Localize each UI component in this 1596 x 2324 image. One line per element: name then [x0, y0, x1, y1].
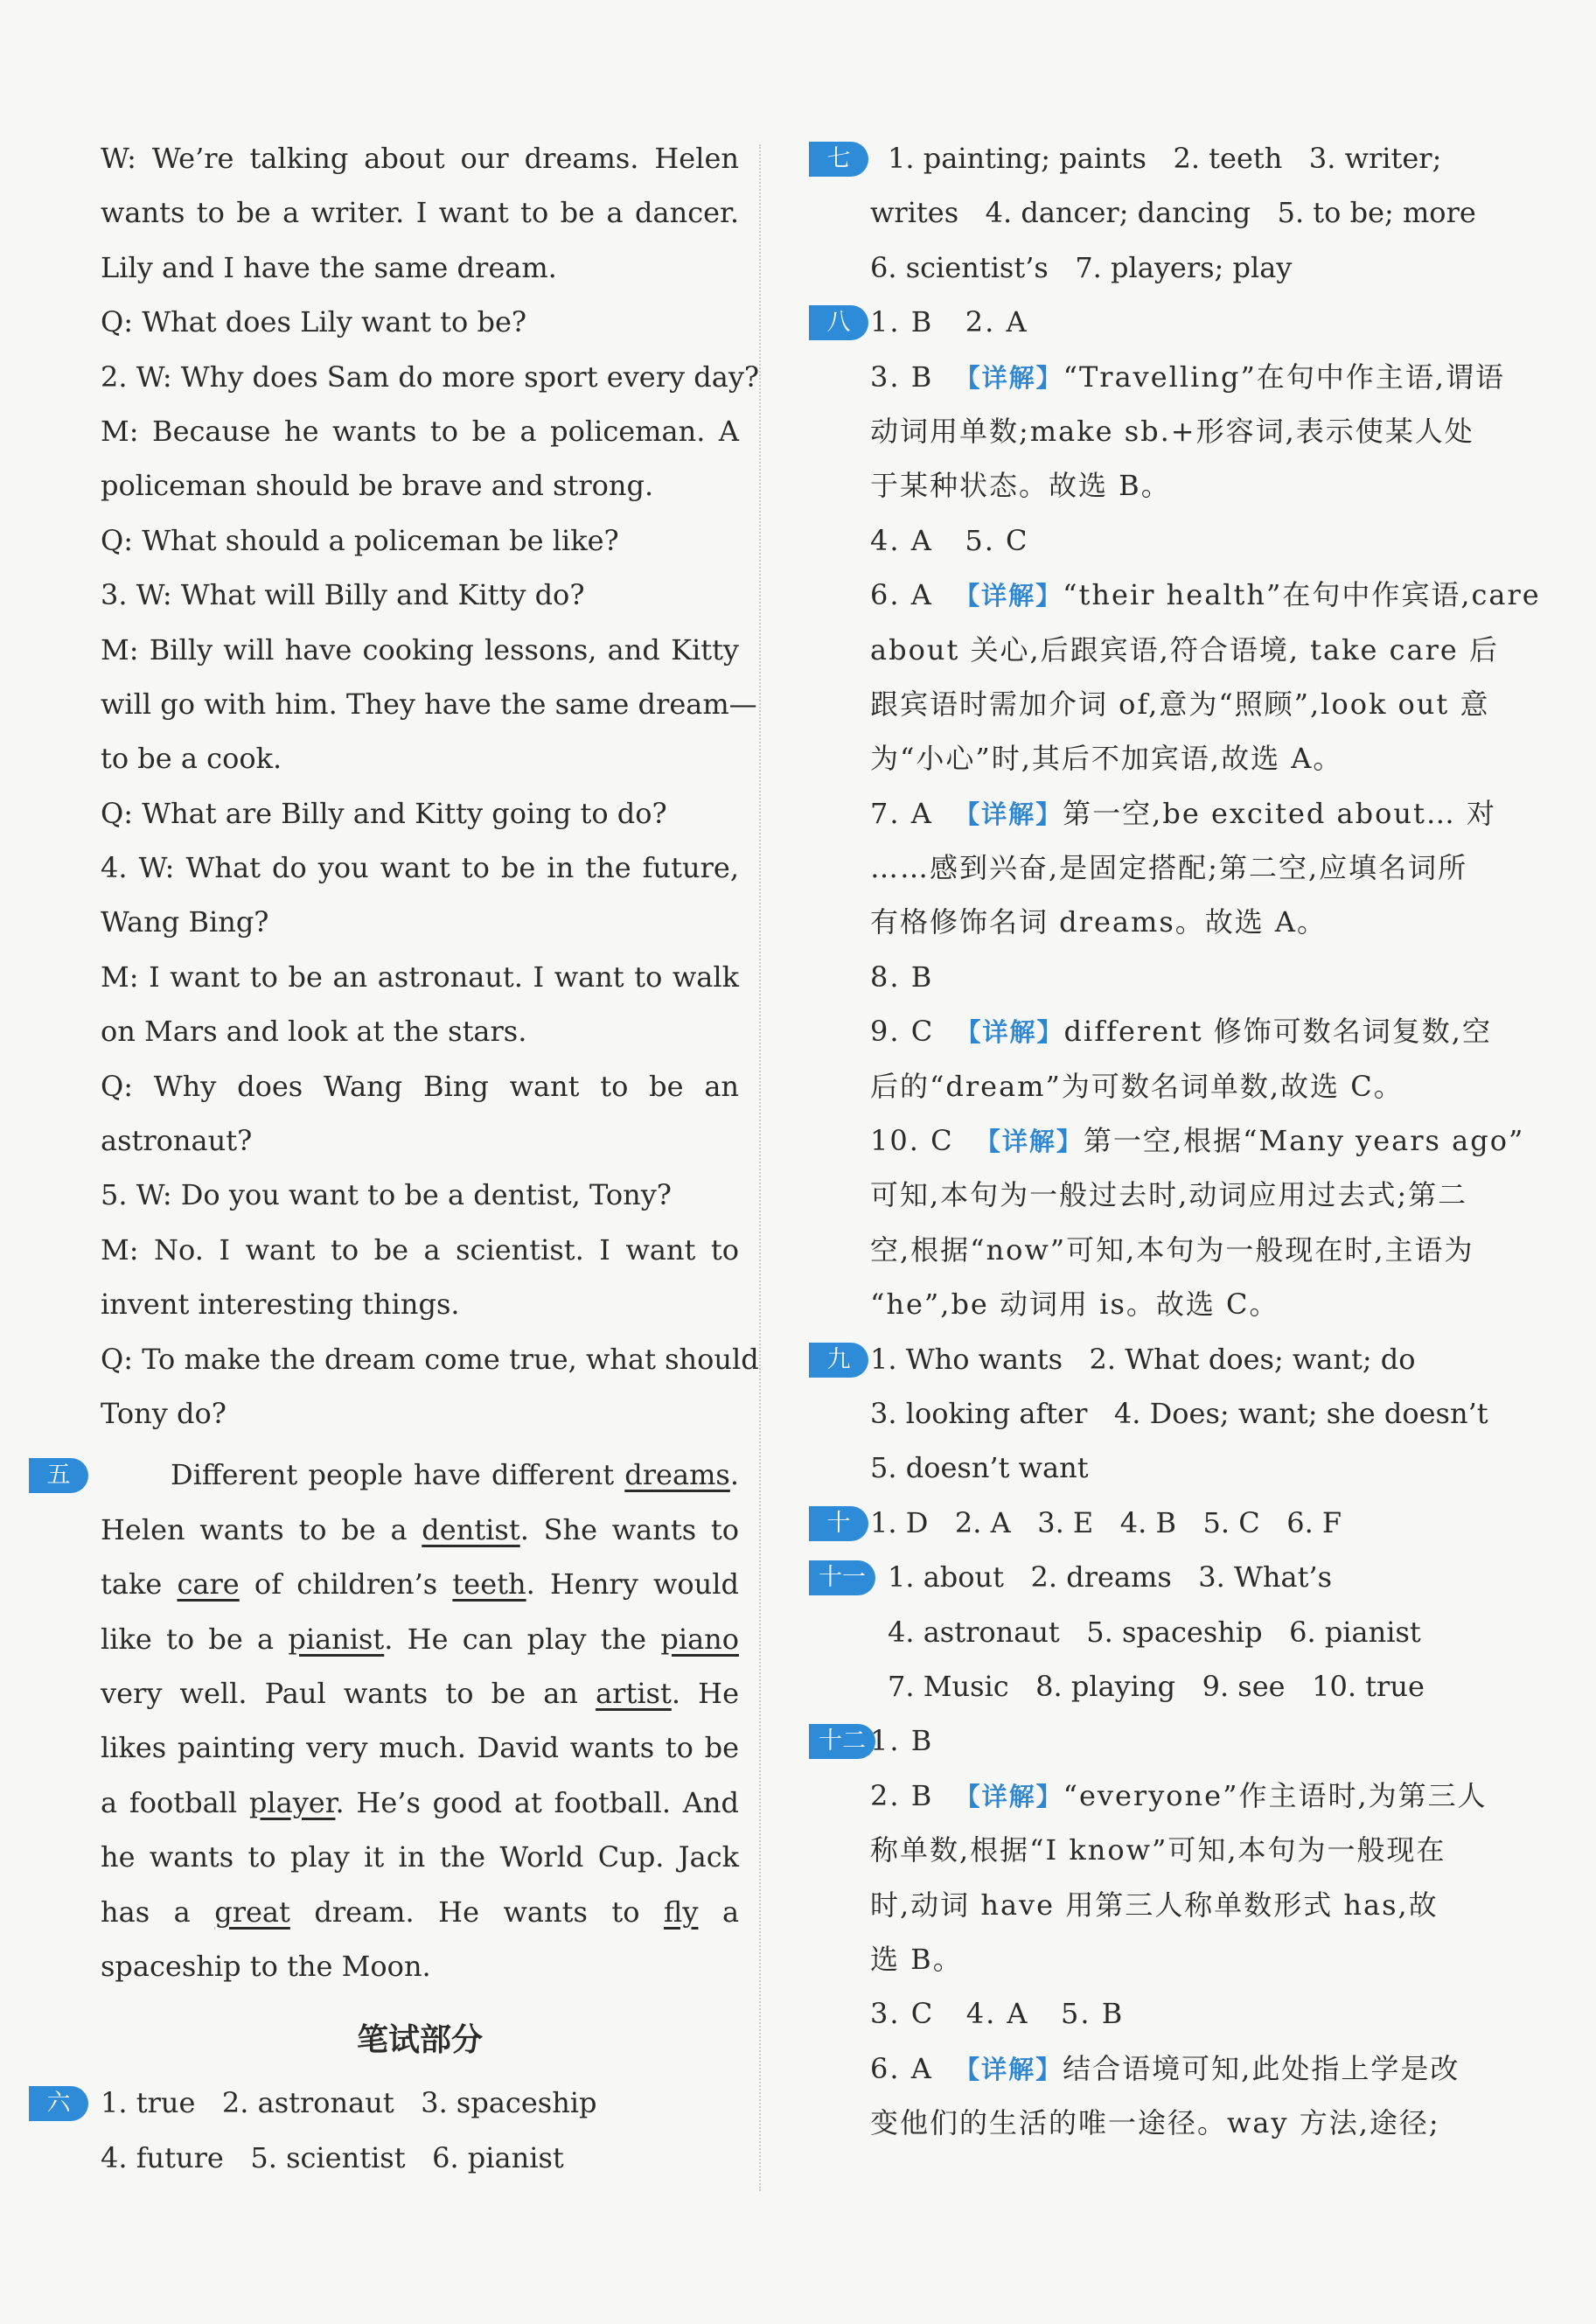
section-badge: 六 — [29, 2086, 88, 2121]
answer-line — [870, 404, 1504, 458]
cloze-answer: dreams — [624, 1458, 730, 1492]
answer-text: 6. A — [870, 2051, 955, 2085]
answer-text: 8. B — [870, 960, 934, 994]
explanation-tag: 【详解】 — [954, 799, 1063, 829]
answer-text: 空,根据“now”可知,本句为一般现在时,主语为 — [870, 1232, 1474, 1267]
script-line: Tony do? — [101, 1396, 227, 1430]
cloze-text: of children’s — [239, 1567, 453, 1602]
script-line: invent interesting things. — [101, 1288, 460, 1322]
section-badge: 七 — [809, 142, 868, 177]
answer-line: 7. Music 8. playing 9. see 10. true — [888, 1669, 1425, 1703]
explanation-tag: 【详解】 — [955, 1017, 1064, 1048]
script-line: 4. W: What do you want to be in the future, — [101, 851, 739, 885]
answer-text: 1. B — [870, 1724, 934, 1758]
section-badge: 八 — [809, 305, 868, 340]
answer-text: 3. B — [870, 359, 955, 394]
answer-line — [870, 1004, 1504, 1058]
explanation-tag: 【详解】 — [974, 1127, 1084, 1157]
section-12 — [819, 1713, 1504, 2150]
explanation-tag: 【详解】 — [954, 1781, 1063, 1811]
cloze-answer: player — [248, 1785, 336, 1819]
answer-line — [870, 1986, 1504, 2041]
answer-line — [870, 1277, 1504, 1331]
cloze-text: a spaceship to the Moon. — [101, 1895, 740, 1984]
script-line: on Mars and look at the stars. — [101, 1015, 527, 1049]
section-9 — [826, 1332, 1504, 1496]
section-6 — [46, 2076, 739, 2185]
explanation-text: 第一空,根据“Many years ago” — [1083, 1124, 1525, 1158]
listening-script — [101, 131, 760, 1441]
script-line: M: Because he wants to be a policeman. A — [101, 414, 739, 448]
cloze-text: very well. Paul wants to be an — [101, 1677, 596, 1710]
cloze-text: . He likes painting very much. David wants to be a football — [101, 1677, 740, 1819]
cloze-text: . Helen wants to be a — [101, 1458, 739, 1546]
cloze-answer: dentist — [422, 1512, 520, 1546]
cloze-answer: care — [177, 1567, 240, 1602]
script-line: 5. W: Do you want to be a dentist, Tony? — [101, 1178, 672, 1212]
answer-line — [870, 350, 1504, 404]
cloze-text: dream. He wants to — [289, 1895, 665, 1929]
right-column — [819, 131, 1541, 2150]
answer-text: 称单数,根据“I know”可知,本句为一般现在 — [870, 1833, 1446, 1867]
answer-text: about 关心,后跟宾语,符合语境, take care 后 — [870, 632, 1500, 666]
answer-line: 1. true 2. astronaut 3. spaceship — [101, 2086, 597, 2120]
answer-text: 2. B — [870, 1778, 955, 1812]
answer-text: 有格修饰名词 dreams。故选 A。 — [870, 905, 1328, 939]
script-line: W: We’re talking about our dreams. Helen — [101, 142, 739, 175]
script-line: M: Billy will have cooking lessons, and Kitty — [101, 632, 739, 666]
script-line: Wang Bing? — [101, 905, 269, 939]
answer-line — [870, 895, 1504, 949]
answer-line — [870, 786, 1504, 841]
answer-line — [870, 2041, 1504, 2096]
answer-text: 7. A — [870, 796, 955, 830]
answer-line — [870, 731, 1504, 785]
answer-line — [870, 1823, 1504, 1877]
answer-text: 6. A — [870, 578, 955, 612]
answer-text: “he”,be 动词用 is。故选 C。 — [870, 1288, 1279, 1322]
explanation-text: 结合语境可知,此处指上学是改 — [1063, 2051, 1460, 2085]
script-line: M: No. I want to be a scientist. I want to — [101, 1232, 739, 1267]
cloze-answer: great — [214, 1895, 290, 1929]
answer-text: 选 B。 — [870, 1942, 963, 1976]
explanation-text: “Travelling”在句中作主语,谓语 — [1063, 359, 1506, 394]
script-line: to be a cook. — [101, 742, 282, 776]
answer-line — [870, 1223, 1504, 1277]
answer-line — [870, 677, 1504, 731]
answer-line — [870, 841, 1504, 895]
answer-text: 动词用单数;make sb.+形容词,表示使某人处 — [870, 414, 1474, 448]
answer-line — [870, 2096, 1504, 2150]
answer-text: 于某种状态。故选 B。 — [870, 469, 1171, 503]
section-7 — [826, 131, 1504, 295]
script-line: wants to be a writer. I want to be a dancer. — [101, 196, 739, 230]
section-10 — [826, 1496, 1504, 1550]
answer-line: 3. looking after 4. Does; want; she doesn’t — [870, 1396, 1488, 1430]
script-line: Q: What are Billy and Kitty going to do? — [101, 796, 667, 830]
section-badge: 十 — [809, 1506, 868, 1541]
answer-line: 1. painting; paints 2. teeth 3. writer; — [888, 142, 1442, 175]
cloze-answer: fly — [664, 1895, 699, 1929]
answer-text: 3. C 4. A 5. B — [870, 1997, 1125, 2031]
answer-line — [870, 1059, 1504, 1113]
answer-line: 1. Who wants 2. What does; want; do — [870, 1342, 1416, 1376]
answer-line: 4. astronaut 5. spaceship 6. pianist — [888, 1615, 1421, 1649]
answer-line: 4. future 5. scientist 6. pianist — [101, 2140, 564, 2174]
answer-text: 1. B 2. A — [870, 305, 1028, 339]
explanation-text: “everyone”作主语时,为第三人 — [1063, 1778, 1488, 1812]
answer-line — [870, 1878, 1504, 1932]
answer-line — [870, 623, 1504, 677]
section-badge: 十二 — [809, 1724, 875, 1759]
explanation-text: 第一空,be excited about… 对 — [1063, 796, 1497, 830]
answer-line — [870, 950, 1504, 1004]
script-line: 3. W: What will Billy and Kitty do? — [101, 578, 585, 612]
answer-text: 9. C — [870, 1015, 956, 1049]
script-line: Q: What should a policeman be like? — [101, 523, 619, 557]
section-11 — [819, 1550, 1504, 1713]
cloze-paragraph — [101, 1448, 739, 1993]
script-line: will go with him. They have the same dream— — [101, 687, 757, 721]
script-line: Q: Why does Wang Bing want to be an — [101, 1069, 739, 1103]
explanation-tag: 【详解】 — [954, 581, 1063, 611]
answer-line: 1. D 2. A 3. E 4. B 5. C 6. F — [870, 1505, 1342, 1539]
answer-line — [870, 568, 1541, 622]
section-badge: 五 — [29, 1458, 88, 1493]
cloze-answer: teeth — [452, 1567, 526, 1602]
cloze-answer: piano — [660, 1622, 740, 1656]
explanation-text: different 修饰可数名词复数,空 — [1063, 1015, 1492, 1049]
answer-line — [870, 1713, 1504, 1768]
cloze-answer: artist — [596, 1677, 672, 1710]
answer-text: 可知,本句为一般过去时,动词应用过去式;第二 — [870, 1178, 1468, 1212]
left-column — [46, 131, 760, 2185]
script-line: Q: To make the dream come true, what should — [101, 1342, 759, 1376]
script-line: M: I want to be an astronaut. I want to walk — [101, 960, 739, 994]
answer-text: 后的“dream”为可数名词单数,故选 C。 — [870, 1069, 1404, 1103]
column-divider — [759, 144, 761, 2191]
answer-line — [870, 1769, 1504, 1823]
answer-text: 跟宾语时需加介词 of,意为“照顾”,look out 意 — [870, 687, 1490, 721]
answer-line: writes 4. dancer; dancing 5. to be; more — [870, 196, 1476, 230]
answer-line: 6. scientist’s 7. players; play — [870, 250, 1293, 284]
section-5 — [46, 1448, 740, 1993]
cloze-text: Different people have different — [171, 1458, 625, 1492]
script-line: astronaut? — [101, 1124, 253, 1158]
answer-text: ……感到兴奋,是固定搭配;第二空,应填名词所 — [870, 851, 1468, 885]
script-line: Lily and I have the same dream. — [101, 250, 557, 284]
cloze-text: . Henry would like to be a — [101, 1567, 740, 1656]
cloze-text: . She wants to take — [101, 1512, 740, 1602]
cloze-text: . He’s good at football. And he wants to play it in the World Cup. Jack has a — [101, 1785, 740, 1929]
explanation-tag: 【详解】 — [954, 362, 1063, 393]
explanation-tag: 【详解】 — [954, 2054, 1063, 2084]
answer-text: 时,动词 have 用第三人称单数形式 has,故 — [870, 1888, 1439, 1922]
answer-line: 1. about 2. dreams 3. What’s — [888, 1560, 1333, 1595]
answer-line — [870, 1168, 1504, 1222]
answer-text: 4. A 5. C — [870, 523, 1029, 557]
script-line: 2. W: Why does Sam do more sport every day? — [101, 359, 760, 394]
answer-line — [870, 295, 1504, 349]
answer-text: 变他们的生活的唯一途径。way 方法,途径; — [870, 2106, 1440, 2140]
explanation-text: “their health”在句中作宾语,care — [1063, 578, 1541, 612]
script-line: policeman should be brave and strong. — [101, 469, 654, 503]
answer-line — [870, 513, 1504, 568]
answer-line — [870, 1932, 1504, 1986]
answer-line — [870, 1113, 1525, 1168]
written-section-heading: 笔试部分 — [356, 2022, 483, 2059]
section-badge: 十一 — [809, 1560, 875, 1595]
answer-text: 10. C — [870, 1124, 975, 1158]
answer-line — [870, 458, 1504, 513]
section-badge: 九 — [809, 1343, 868, 1378]
answer-line: 5. doesn’t want — [870, 1451, 1089, 1485]
section-8 — [826, 295, 1541, 1331]
script-line: Q: What does Lily want to be? — [101, 305, 527, 339]
answer-text: 为“小心”时,其后不加宾语,故选 A。 — [870, 742, 1343, 776]
cloze-answer: pianist — [288, 1622, 385, 1656]
cloze-text: . He can play the — [384, 1622, 661, 1656]
